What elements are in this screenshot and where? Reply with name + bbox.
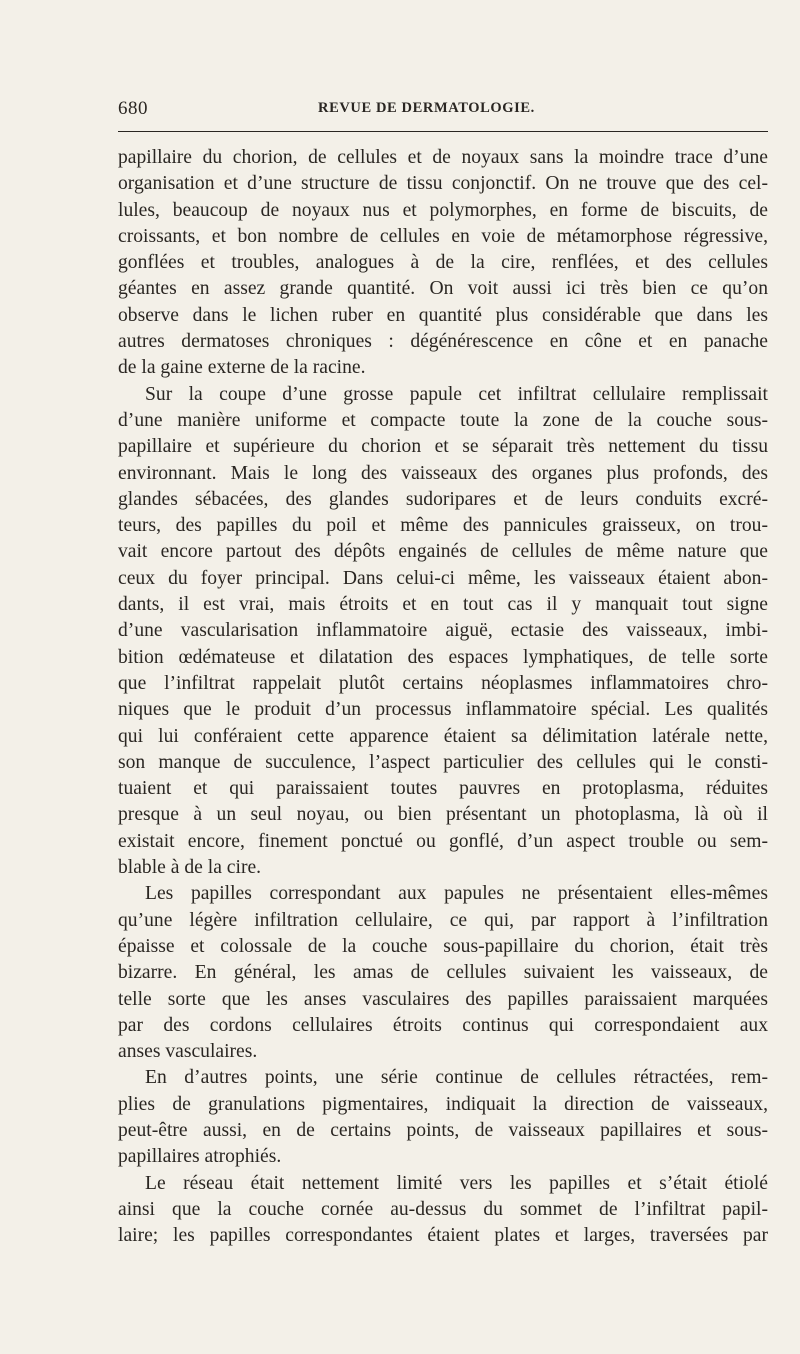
- text-line: gonflées et troubles, analogues à de la cire, renflées, et des cellules: [118, 252, 768, 274]
- page-number: 680: [118, 98, 148, 119]
- text-line: laire; les papilles correspondantes étaient plates et larges, traversées par: [118, 1225, 768, 1247]
- running-title: REVUE DE DERMATOLOGIE.: [318, 100, 535, 116]
- text-line: papillaires atrophiés.: [118, 1146, 282, 1168]
- text-line: presque à un seul noyau, ou bien présentant un photoplasma, là où il: [118, 804, 768, 826]
- text-line: Sur la coupe d’une grosse papule cet infiltrat cellulaire remplissait: [145, 383, 768, 405]
- text-line: observe dans le lichen ruber en quantité plus considérable que dans les: [118, 304, 768, 326]
- text-line: vait encore partout des dépôts engainés de cellules de même nature que: [118, 541, 768, 563]
- text-line: ainsi que la couche cornée au-dessus du sommet de l’infiltrat papil-: [118, 1198, 768, 1220]
- text-line: d’une manière uniforme et compacte toute la zone de la couche sous-: [118, 409, 768, 431]
- text-line: plies de granulations pigmentaires, indiquait la direction de vaisseaux,: [118, 1093, 768, 1115]
- text-line: épaisse et colossale de la couche sous-papillaire du chorion, était très: [118, 935, 768, 957]
- text-line: papillaire et supérieure du chorion et se séparait très nettement du tissu: [118, 436, 768, 458]
- text-line: En d’autres points, une série continue de cellules rétractées, rem-: [145, 1067, 768, 1089]
- text-line: Les papilles correspondant aux papules ne présentaient elles-mêmes: [145, 883, 768, 905]
- text-line: qui lui conféraient cette apparence étaient sa délimitation latérale nette,: [118, 725, 768, 747]
- text-line: bition œdémateuse et dilatation des espaces lymphatiques, de telle sorte: [118, 646, 768, 668]
- text-line: Le réseau était nettement limité vers les papilles et s’était étiolé: [145, 1172, 768, 1194]
- text-line: qu’une légère infiltration cellulaire, ce qui, par rapport à l’infiltration: [118, 909, 768, 931]
- text-line: telle sorte que les anses vasculaires des papilles paraissaient marquées: [118, 988, 768, 1010]
- text-line: teurs, des papilles du poil et même des pannicules graisseux, on trou-: [118, 515, 768, 537]
- text-line: papillaire du chorion, de cellules et de noyaux sans la moindre trace d’une: [118, 147, 768, 168]
- text-line: croissants, et bon nombre de cellules en voie de métamorphose régressive,: [118, 225, 768, 247]
- text-line: niques que le produit d’un processus inflammatoire spécial. Les qualités: [118, 699, 768, 721]
- header-rule: [118, 131, 768, 132]
- text-line: géantes en assez grande quantité. On voit aussi ici très bien ce qu’on: [118, 278, 768, 300]
- text-line: d’une vascularisation inflammatoire aiguë, ectasie des vaisseaux, imbi-: [118, 620, 768, 642]
- text-line: peut-être aussi, en de certains points, de vaisseaux papillaires et sous-: [118, 1119, 768, 1141]
- text-line: autres dermatoses chroniques : dégénérescence en cône et en panache: [118, 331, 768, 353]
- text-line: son manque de succulence, l’aspect particulier des cellules qui le consti-: [118, 751, 768, 773]
- text-line: environnant. Mais le long des vaisseaux des organes plus profonds, des: [118, 462, 768, 484]
- body-text: [118, 145, 768, 1249]
- text-line: existait encore, finement ponctué ou gonflé, d’un aspect trouble ou sem-: [118, 830, 768, 852]
- text-line: dants, il est vrai, mais étroits et en tout cas il y manquait tout signe: [118, 594, 768, 616]
- text-line: lules, beaucoup de noyaux nus et polymorphes, en forme de biscuits, de: [118, 199, 768, 221]
- text-line: organisation et d’une structure de tissu conjonctif. On ne trouve que des cel-: [118, 173, 768, 195]
- text-line: glandes sébacées, des glandes sudoripares et de leurs conduits excré-: [118, 488, 768, 510]
- text-line: blable à de la cire.: [118, 857, 262, 879]
- text-line: tuaient et qui paraissaient toutes pauvres en protoplasma, réduites: [118, 778, 768, 800]
- page-header: [118, 98, 768, 122]
- text-line: bizarre. En général, les amas de cellules suivaient les vaisseaux, de: [118, 962, 768, 984]
- text-line: que l’infiltrat rappelait plutôt certains néoplasmes inflammatoires chro-: [118, 672, 768, 694]
- text-line: par des cordons cellulaires étroits continus qui correspondaient aux: [118, 1014, 768, 1036]
- text-line: ceux du foyer principal. Dans celui-ci même, les vaisseaux étaient abon-: [118, 567, 768, 589]
- text-line: de la gaine externe de la racine.: [118, 357, 366, 379]
- text-line: anses vasculaires.: [118, 1041, 258, 1063]
